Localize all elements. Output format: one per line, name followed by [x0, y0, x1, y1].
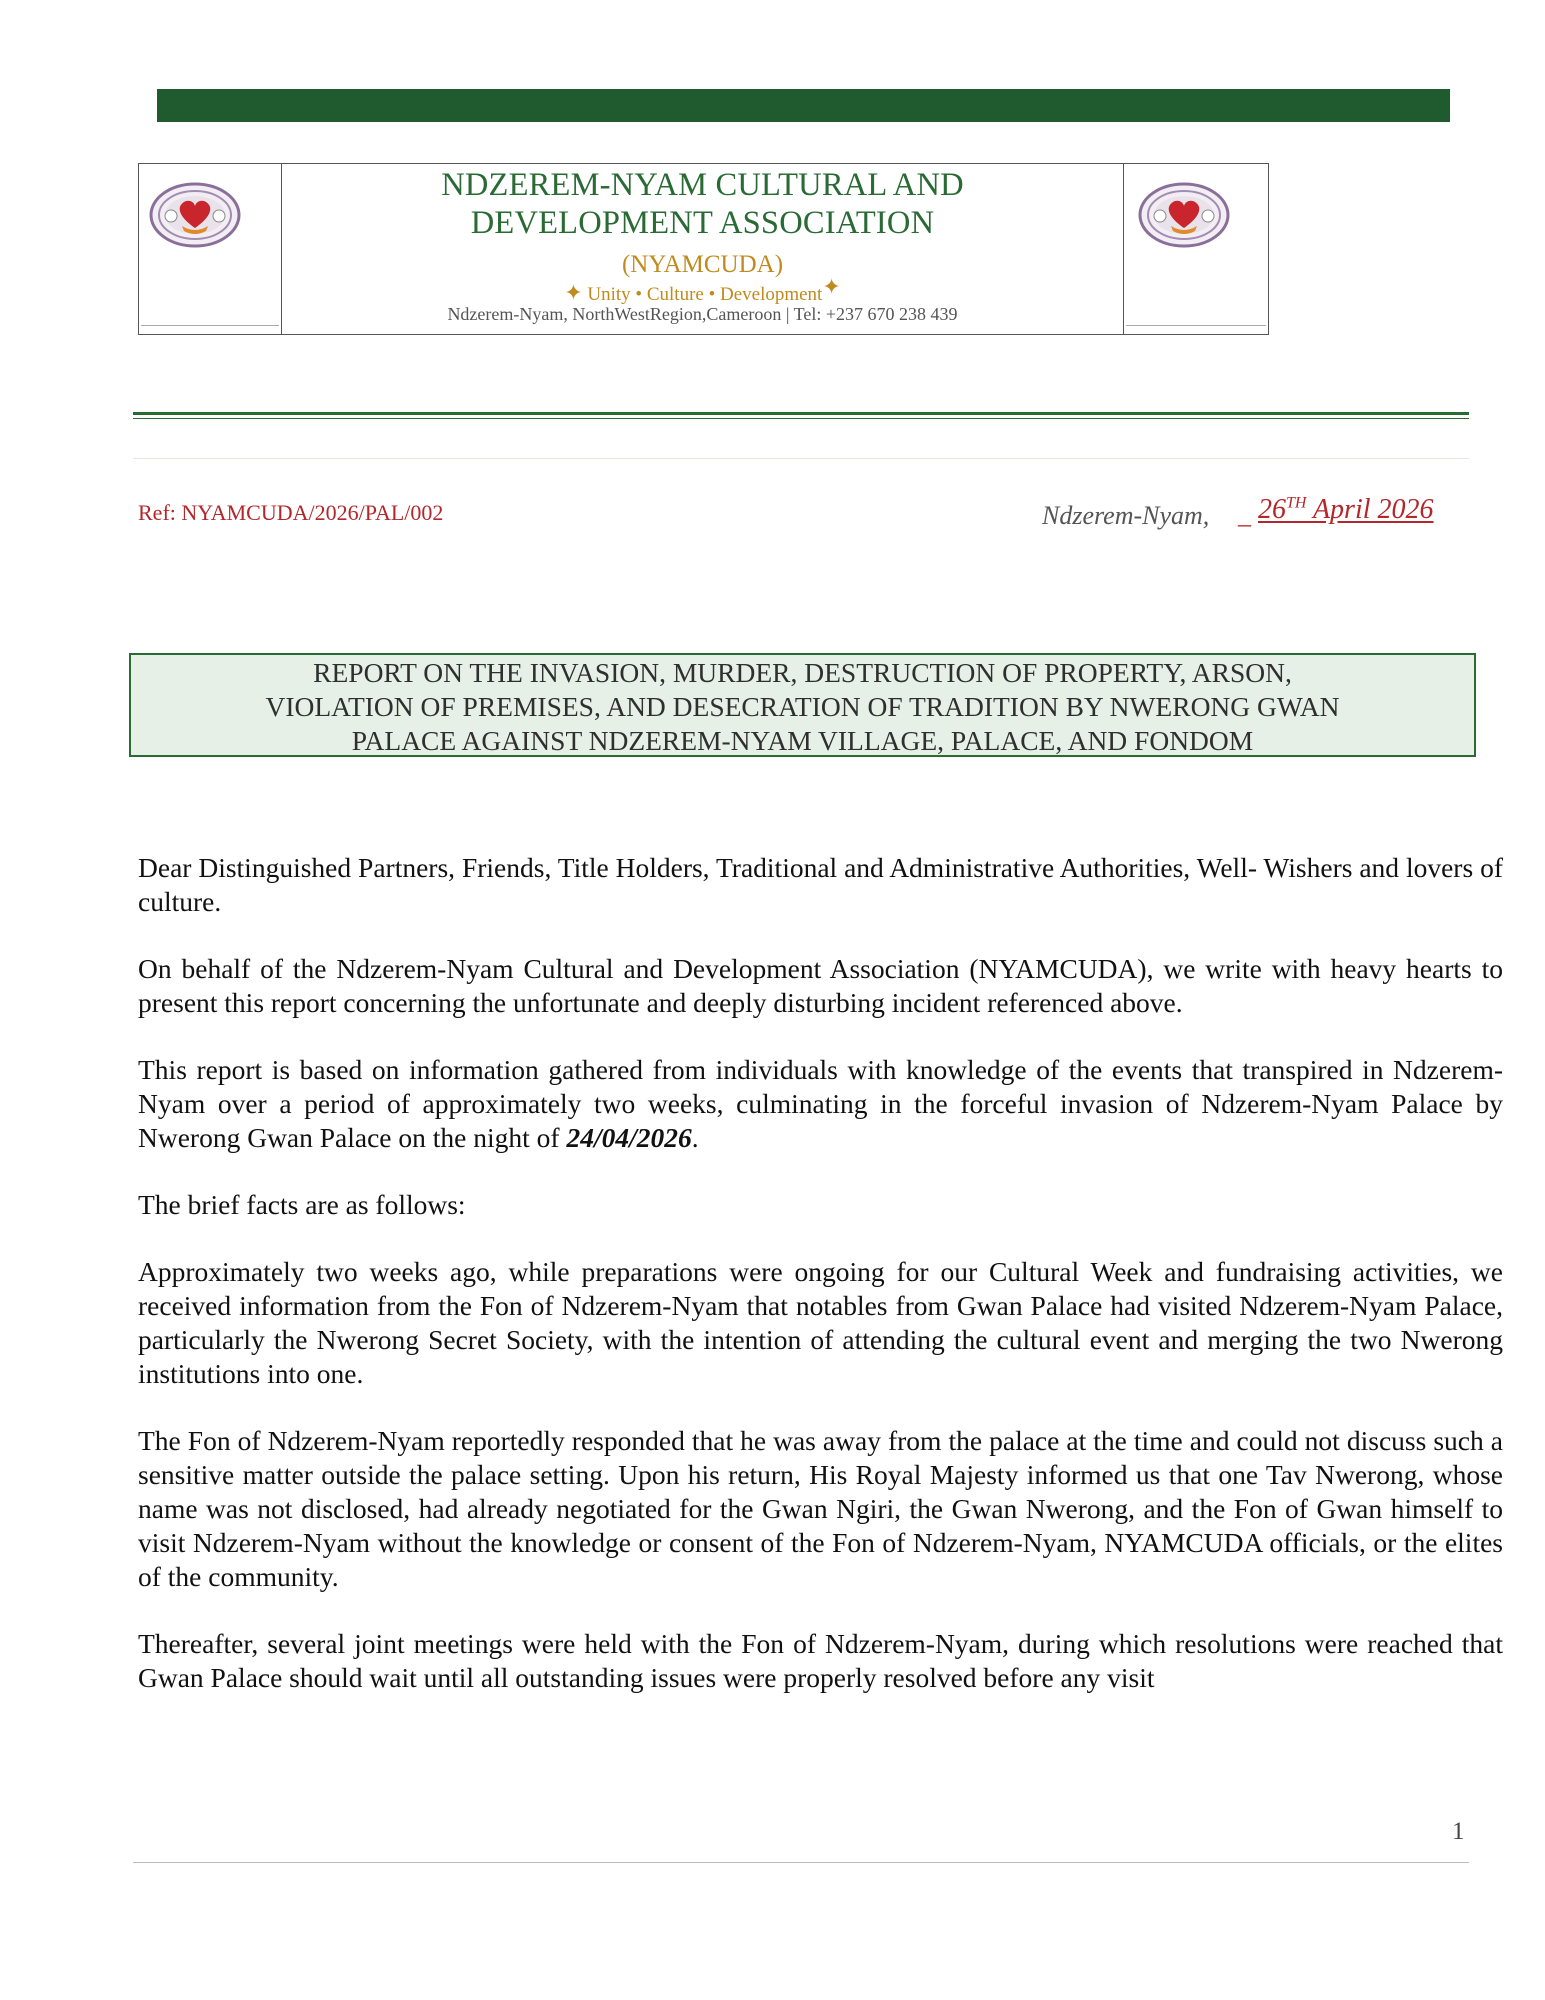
- letterhead-right-cell: [1123, 164, 1268, 334]
- org-abbreviation: (NYAMCUDA): [621, 251, 784, 278]
- incident-date: 24/04/2026: [566, 1122, 692, 1153]
- date-day: 26: [1258, 494, 1286, 525]
- org-name-line2: DEVELOPMENT ASSOCIATION: [470, 205, 935, 241]
- org-motto: [282, 274, 1123, 305]
- date-suffix: TH: [1286, 494, 1307, 512]
- org-name: [282, 166, 1123, 242]
- salutation: Dear Distinguished Partners, Friends, Title Holders, Traditional and Administrative Authorities, Well- Wishers and lovers of culture.: [138, 852, 1503, 917]
- letterhead: [138, 163, 1269, 335]
- motto-text: Unity • Culture • Development: [587, 284, 823, 305]
- report-title-line2: VIOLATION OF PREMISES, AND DESECRATION OF TRADITION BY NWERONG GWAN: [265, 691, 1340, 722]
- association-crest-icon: [149, 182, 241, 248]
- star-icon: ✦: [822, 274, 841, 299]
- paragraph-3: The brief facts are as follows:: [138, 1189, 466, 1220]
- report-title: [129, 653, 1476, 757]
- report-title-line3: PALACE AGAINST NDZEREM-NYAM VILLAGE, PALACE, AND FONDOM: [351, 725, 1254, 756]
- reference-number: Ref: NYAMCUDA/2026/PAL/002: [138, 500, 444, 525]
- date-dash: _: [1238, 500, 1251, 529]
- letterhead-left-cell: [139, 164, 282, 334]
- paragraph-2-end: .: [691, 1122, 699, 1153]
- report-title-line1: REPORT ON THE INVASION, MURDER, DESTRUCTION OF PROPERTY, ARSON,: [313, 657, 1292, 688]
- date-rest: April 2026: [1306, 494, 1434, 525]
- association-crest-icon: [1138, 182, 1230, 248]
- star-icon: ✦: [564, 280, 583, 305]
- page-number: 1: [1452, 1818, 1465, 1845]
- letter-body: [138, 851, 1503, 1695]
- org-contact: Ndzerem-Nyam, NorthWestRegion,Cameroon | Tel: +237 670 238 439: [447, 304, 958, 324]
- paragraph-4: Approximately two weeks ago, while preparations were ongoing for our Cultural Week and fundraising activities, we received information from the Fon of Ndzerem-Nyam that notables from Gwan Palace had visited Ndzerem-Nyam Palace, particularly the Nwerong Secret Society, with the intention of attending the cultural event and merging the two Nwerong institutions into one.: [138, 1256, 1503, 1389]
- paragraph-1: On behalf of the Ndzerem-Nyam Cultural and Development Association (NYAMCUDA), we write with heavy hearts to present this report concerning the unfortunate and deeply disturbing incident referenced above.: [138, 953, 1503, 1018]
- paragraph-6: Thereafter, several joint meetings were held with the Fon of Ndzerem-Nyam, during which resolutions were reached that Gwan Palace should wait until all outstanding issues were properly resolved before any visit: [138, 1628, 1503, 1693]
- footer-divider: [133, 1862, 1469, 1863]
- divider-thick: [133, 412, 1469, 415]
- paragraph-2: [138, 1053, 1503, 1155]
- divider-thin: [133, 418, 1469, 419]
- paragraph-2-text: This report is based on information gathered from individuals with knowledge of the events that transpired in Ndzerem-Nyam over a period of approximately two weeks, culminating in the forceful invasion of Ndzerem-Nyam Palace by Nwerong Gwan Palace on the night of: [138, 1054, 1503, 1153]
- paragraph-5: The Fon of Ndzerem-Nyam reportedly responded that he was away from the palace at the time and could not discuss such a sensitive matter outside the palace setting. Upon his return, His Royal Majesty informed us that one Tav Nwerong, whose name was not disclosed, had already negotiated for the Gwan Ngiri, the Gwan Nwerong, and the Fon of Gwan himself to visit Ndzerem-Nyam without the knowledge or consent of the Fon of Ndzerem-Nyam, NYAMCUDA officials, or the elites of the community.: [138, 1425, 1503, 1592]
- letter-date: [1258, 494, 1434, 526]
- letterhead-center: [282, 164, 1123, 334]
- org-name-line1: NDZEREM-NYAM CULTURAL AND: [441, 167, 964, 203]
- letter-place: Ndzerem-Nyam,: [1042, 501, 1210, 530]
- header-green-bar: [157, 89, 1450, 122]
- divider-faint: [133, 458, 1469, 459]
